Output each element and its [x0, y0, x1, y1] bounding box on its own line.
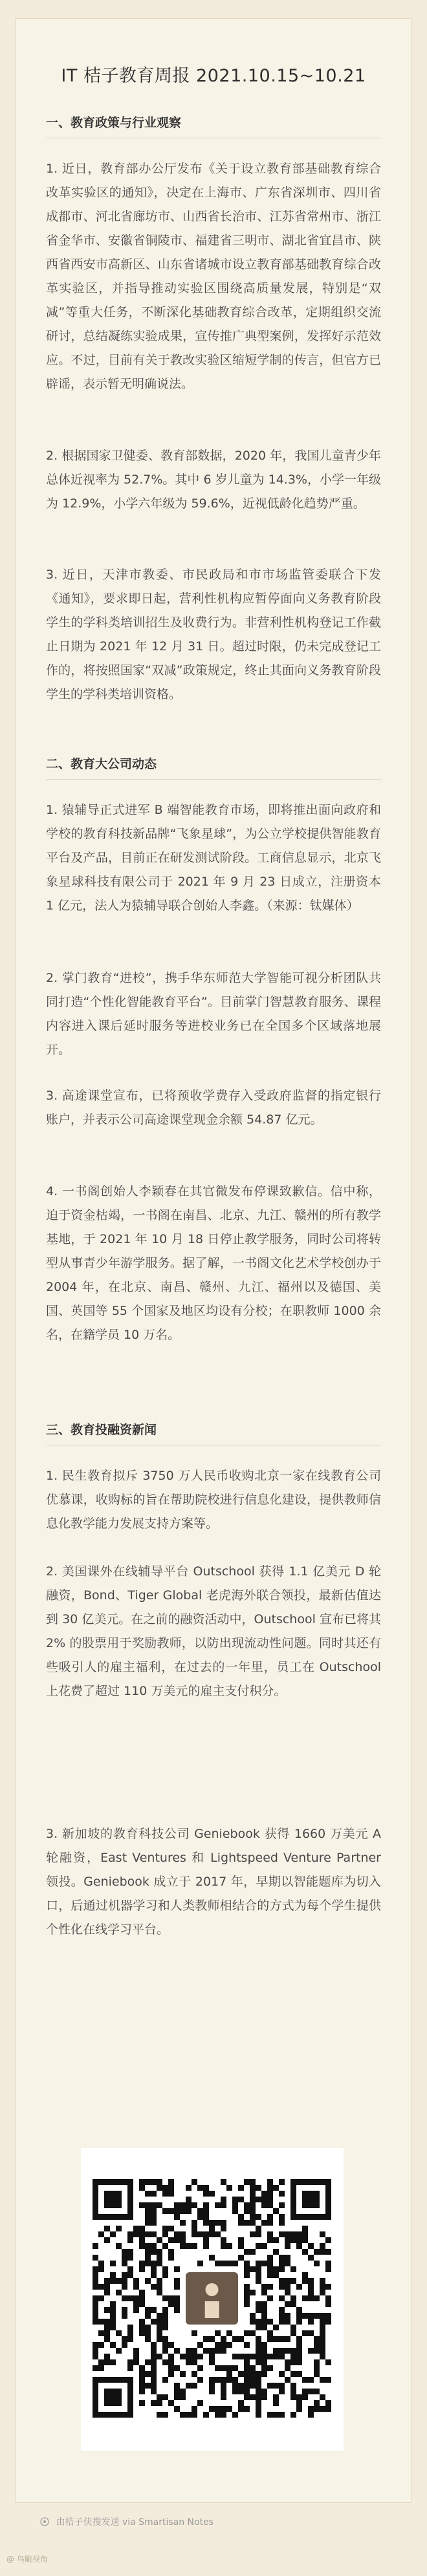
watermark: @ 鸟瞰视角 [6, 2555, 48, 2564]
section-divider [46, 779, 381, 780]
note-card [16, 18, 411, 2503]
page-title: IT 桔子教育周报 2021.10.15~10.21 [61, 66, 366, 86]
footer [40, 2515, 214, 2528]
policy-paragraph-3: 3. 近日，天津市教委、市民政局和市市场监管委联合下发《通知》，要求即日起，营利性机构应暂停面向义务教育阶段学生的学科类培训招生及收费行为。非营利性机构登记工作截止日期为 2021 年 12 月 31 日。超过时限，仍未完成登记工作的，将按照国家“双减”政策规定，终止其面向义务教育阶段学生的学科类培训资格。 [46, 568, 381, 701]
footer-text: 由桔子侠搜发送 via Smartisan Notes [56, 2517, 214, 2528]
section-heading-companies: 二、教育大公司动态 [46, 757, 157, 771]
companies-paragraph-1: 1. 猿辅导正式进军 B 端智能教育市场，即将推出面向政府和学校的教育科技新品牌“飞象星球”，为公立学校提供智能教育平台及产品，目前正在研发测试阶段。工商信息显示，北京飞象星球科技有限公司于 2021 年 9 月 23 日成立，注册资本 1 亿元，法人为猿辅导联合创始人李鑫。（来源：钛媒体） [46, 803, 381, 913]
companies-paragraph-4: 4. 一书阁创始人李颖春在其官微发布停课致歉信。信中称，迫于资金枯竭，一书阁在南昌、北京、九江、赣州的所有教学基地，于 2021 年 10 月 18 日停止教学服务，同时公司将转型从事青少年游学服务。据了解，一书阁文化艺术学校创办于 2004 年，在北京、南昌、赣州、九江、福州以及德国、美国、英国等 55 个国家及地区均设有分校；在职教师 1000 余名，在籍学员 10 万名。 [46, 1184, 381, 1342]
policy-paragraph-2: 2. 根据国家卫健委、教育部数据，2020 年，我国儿童青少年总体近视率为 52.7%。其中 6 岁儿童为 14.3%，小学一年级为 12.9%，小学六年级为 59.6%，近视低龄化趋势严重。 [46, 449, 381, 511]
companies-paragraph-3: 3. 高途课堂宣布，已将预收学费存入受政府监督的指定银行账户，并表示公司高途课堂现金余额 54.87 亿元。 [46, 1089, 381, 1127]
notes-app-icon [40, 2517, 49, 2526]
investment-paragraph-1: 1. 民生教育拟斥 3750 万人民币收购北京一家在线教育公司优慕课，收购标的旨在帮助院校进行信息化建设，提供教师信息化教学能力发展支持方案等。 [46, 1469, 381, 1531]
section-heading-policy: 一、教育政策与行业观察 [46, 116, 182, 130]
wechat-qr-code [81, 2148, 344, 2451]
policy-paragraph-1: 1. 近日，教育部办公厅发布《关于设立教育部基础教育综合改革实验区的通知》，决定在上海市、广东省深圳市、四川省成都市、河北省廊坊市、山西省长治市、江苏省常州市、浙江省金华市、安徽省铜陵市、福建省三明市、湖北省宜昌市、陕西省西安市高新区、山东省诸城市设立教育部基础教育综合改革实验区，并指导推动实验区围绕高质量发展，特别是“双减”等重大任务，不断深化基础教育综合改革，定期组织交流研讨，总结凝练实验成果，宣传推广典型案例，发挥好示范效应。不过，目前有关于教改实验区缩短学制的传言，但官方已辟谣，表示暂无明确说法。 [46, 162, 381, 391]
section-heading-investment: 三、教育投融资新闻 [46, 1423, 157, 1437]
qr-code-graphic [81, 2148, 344, 2451]
companies-paragraph-2: 2. 掌门教育“进校”，携手华东师范大学智能可视分析团队共同打造“个性化智能教育平台”。目前掌门智慧教育服务、课程内容进入课后延时服务等进校业务已在全国多个区域落地展开。 [46, 971, 381, 1057]
investment-paragraph-3: 3. 新加坡的教育科技公司 Geniebook 获得 1660 万美元 A 轮融资，East Ventures 和 Lightspeed Venture Partner 领投。Geniebook 成立于 2017 年，早期以智能题库为切入口，后通过机器学习和人类教师相结合的方式为每个学生提供个性化在线学习平台。 [46, 1827, 381, 1937]
investment-paragraph-2: 2. 美国课外在线辅导平台 Outschool 获得 1.1 亿美元 D 轮融资，Bond、Tiger Global 老虎海外联合领投，最新估值达到 30 亿美元。在之前的融资活动中，Outschool 宣布已将其 2% 的股票用于奖励教师，以防出现流动性问题。同时其还有些吸引人的雇主福利，在过去的一年里，员工在 Outschool 上花费了超过 110 万美元的雇主支付积分。 [46, 1564, 381, 1698]
